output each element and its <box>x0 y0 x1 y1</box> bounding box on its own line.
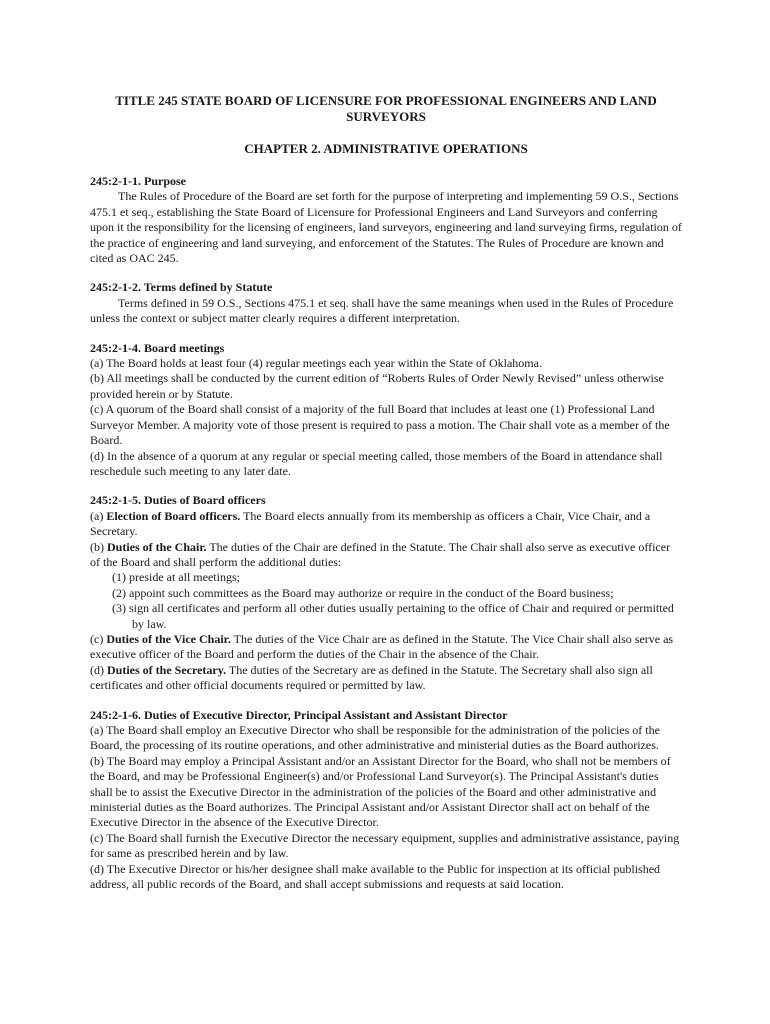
clause-lead: Duties of the Vice Chair. <box>106 631 231 646</box>
section-terms-defined <box>90 280 682 326</box>
clause-text: The duties of the Secretary are as defined in the Statute. The Secretary shall also sign all certificates and other official documents required or permitted by law. <box>90 662 653 693</box>
section-duties-of-officers <box>90 493 682 693</box>
clause-b: (b) All meetings shall be conducted by the current edition of “Roberts Rules of Order Newly Revised” unless otherwise provided herein or by Statute. <box>90 371 664 401</box>
clause-text: The duties of the Vice Chair are as defined in the Statute. The Vice Chair shall also serve as executive officer of the Board and perform the duties of the Chair in the absence of the Chair. <box>90 631 674 662</box>
section-body: Terms defined in 59 O.S., Sections 475.1 et seq. shall have the same meanings when used in the Rules of Procedure unless the context or subject matter clearly requires a different interpretation. <box>90 295 674 326</box>
sub-item-2: (2) appoint such committees as the Board may authorize or require in the conduct of the Board business; <box>112 585 614 600</box>
clause-a <box>90 509 682 540</box>
clause-d: (d) The Executive Director or his/her designee shall make available to the Public for inspection at its official published address, all public records of the Board, and shall accept submissions and requests at said location. <box>90 861 661 892</box>
clause-text: The Board elects annually from its membership as officers a Chair, Vice Chair, and a Secretary. <box>90 508 651 539</box>
section-heading: 245:2-1-2. Terms defined by Statute <box>90 280 273 295</box>
clause-prefix: (a) <box>90 508 107 523</box>
clause-d: (d) In the absence of a quorum at any regular or special meeting called, those members of the Board in attendance shall reschedule such meeting to any later date. <box>90 448 663 478</box>
section-executive-director <box>90 708 682 893</box>
clause-b: (b) The Board may employ a Principal Assistant and/or an Assistant Director for the Board, who shall not be members of the Board, and may be Professional Engineer(s) and/or Professional Land Surveyor(s). The Principal Assistant's duties shall be to assist the Executive Director in the administration of the policies of the Board and other administrative and ministerial duties as the Board authorizes. The Principal Assistant and/or Assistant Director shall act on behalf of the Executive Director in the absence of the Executive Director. <box>90 753 671 830</box>
document-title: TITLE 245 STATE BOARD OF LICENSURE FOR PROFESSIONAL ENGINEERS AND LAND SURVEYORS <box>115 93 657 124</box>
section-heading: 245:2-1-5. Duties of Board officers <box>90 493 266 508</box>
clause-a: (a) The Board holds at least four (4) regular meetings each year within the State of Oklahoma. <box>90 356 542 371</box>
section-heading: 245:2-1-1. Purpose <box>90 174 186 188</box>
document-page <box>90 93 682 892</box>
clause-lead: Election of Board officers. <box>106 508 241 523</box>
section-board-meetings <box>90 341 682 480</box>
clause-c: (c) The Board shall furnish the Executive Director the necessary equipment, supplies and administrative assistance, paying for same as prescribed herein and by law. <box>90 830 680 861</box>
clause-c: (c) A quorum of the Board shall consist of a majority of the full Board that includes at least one (1) Professional Land Surveyor Member. A majority vote of those present is required to pass a motion. The Chair shall vote as a member of the Board. <box>90 402 670 448</box>
clause-b <box>90 540 682 571</box>
section-body: The Rules of Procedure of the Board are set forth for the purpose of interpreting and implementing 59 O.S., Sections 475.1 et seq., establishing the State Board of Licensure for Professional Engineers and Land Surveyors and conferring upon it the responsibility for the licensing of engineers, land surveyors, engineering and land surveying firms, regulation of the practice of engineering and land surveying, and enforcement of the Statutes. The Rules of Procedure are known and cited as OAC 245. <box>90 189 682 266</box>
section-purpose <box>90 174 682 266</box>
clause-lead: Duties of the Chair. <box>107 539 207 554</box>
section-heading: 245:2-1-4. Board meetings <box>90 340 225 355</box>
chapter-heading: CHAPTER 2. ADMINISTRATIVE OPERATIONS <box>244 141 528 156</box>
clause-prefix: (b) <box>90 539 107 554</box>
sub-item-1: (1) preside at all meetings; <box>112 570 240 585</box>
clause-c <box>90 632 682 663</box>
section-heading: 245:2-1-6. Duties of Executive Director, Principal Assistant and Assistant Director <box>90 707 508 722</box>
clause-prefix: (d) <box>90 662 107 677</box>
clause-d <box>90 663 682 694</box>
clause-lead: Duties of the Secretary. <box>107 662 227 677</box>
clause-a: (a) The Board shall employ an Executive Director who shall be responsible for the administration of the policies of the Board, the processing of its routine operations, and other administrative and ministerial duties as the Board authorizes. <box>90 723 660 753</box>
clause-prefix: (c) <box>90 631 107 646</box>
clause-text: The duties of the Chair are defined in the Statute. The Chair shall also serve as executive officer of the Board and shall perform the additional duties: <box>90 539 671 569</box>
sub-item-3: (3) sign all certificates and perform all other duties usually pertaining to the office of Chair and required or permitted by law. <box>112 601 674 631</box>
